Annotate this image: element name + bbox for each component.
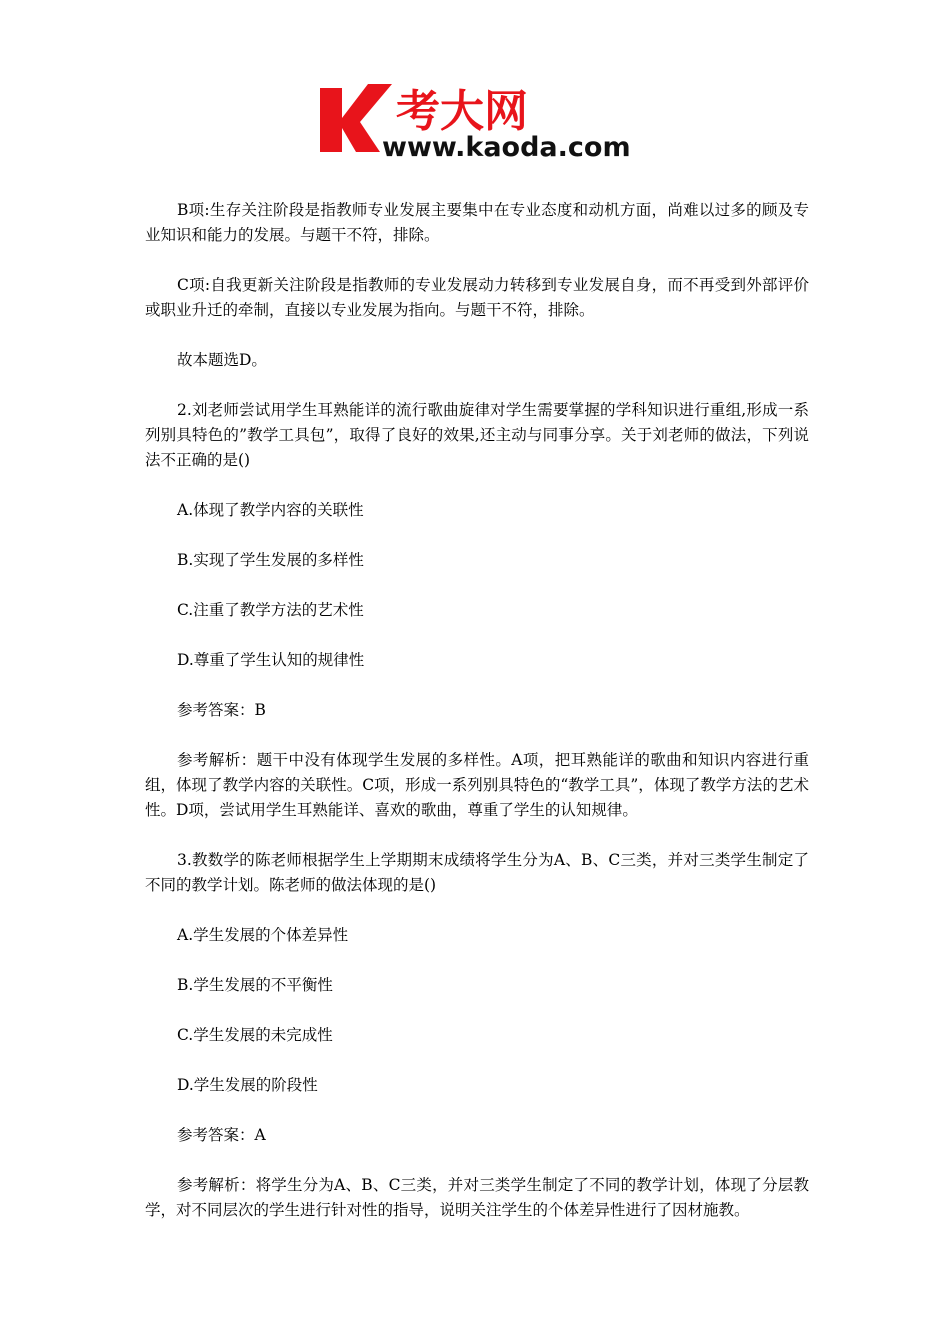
q2-option-a: A.体现了教学内容的关联性 [177,501,364,519]
q3-option-d: D.学生发展的阶段性 [177,1076,318,1094]
paragraph-c-explanation: C项:自我更新关注阶段是指教师的专业发展动力转移到专业发展自身，而不再受到外部评价或职业升迁的牵制，直接以专业发展为指向。与题干不符，排除。 [145,276,809,319]
q2-option-c: C.注重了教学方法的艺术性 [177,601,364,619]
question-3: 3.教数学的陈老师根据学生上学期期末成绩将学生分为A、B、C三类，并对三类学生制定了不同的教学计划。陈老师的做法体现的是() [145,851,809,894]
q2-analysis: 参考解析：题干中没有体现学生发展的多样性。A项，把耳熟能详的歌曲和知识内容进行重组，体现了教学内容的关联性。C项，形成一系列别具特色的“教学工具”，体现了教学方法的艺术性。D项，尝试用学生耳熟能详、喜欢的歌曲，尊重了学生的认知规律。 [145,751,809,819]
kaoda-logo-graphic [318,78,640,160]
paragraph-b-explanation: B项:生存关注阶段是指教师专业发展主要集中在专业态度和动机方面，尚难以过多的顾及专业知识和能力的发展。与题干不符，排除。 [145,201,809,244]
question-2: 2.刘老师尝试用学生耳熟能详的流行歌曲旋律对学生需要掌握的学科知识进行重组,形成一系列别具特色的”教学工具包”，取得了良好的效果,还主动与同事分享。关于刘老师的做法，下列说法不正确的是() [145,401,809,469]
q3-answer: 参考答案：A [177,1126,266,1144]
logo-url-text: www.kaoda.com [382,132,631,160]
kaoda-logo[interactable] [318,78,640,160]
q2-answer: 参考答案：B [177,701,266,719]
q3-option-b: B.学生发展的不平衡性 [177,976,333,994]
q2-option-d: D.尊重了学生认知的规律性 [177,651,365,669]
q3-option-c: C.学生发展的未完成性 [177,1026,333,1044]
logo-name-text: 考大网 [396,86,528,137]
q3-option-a: A.学生发展的个体差异性 [177,926,349,944]
document-body [145,198,809,1248]
q2-option-b: B.实现了学生发展的多样性 [177,551,364,569]
q3-analysis: 参考解析：将学生分为A、B、C三类，并对三类学生制定了不同的教学计划，体现了分层教学，对不同层次的学生进行针对性的指导，说明关注学生的个体差异性进行了因材施教。 [145,1176,809,1219]
paragraph-conclusion: 故本题选D。 [177,351,267,369]
